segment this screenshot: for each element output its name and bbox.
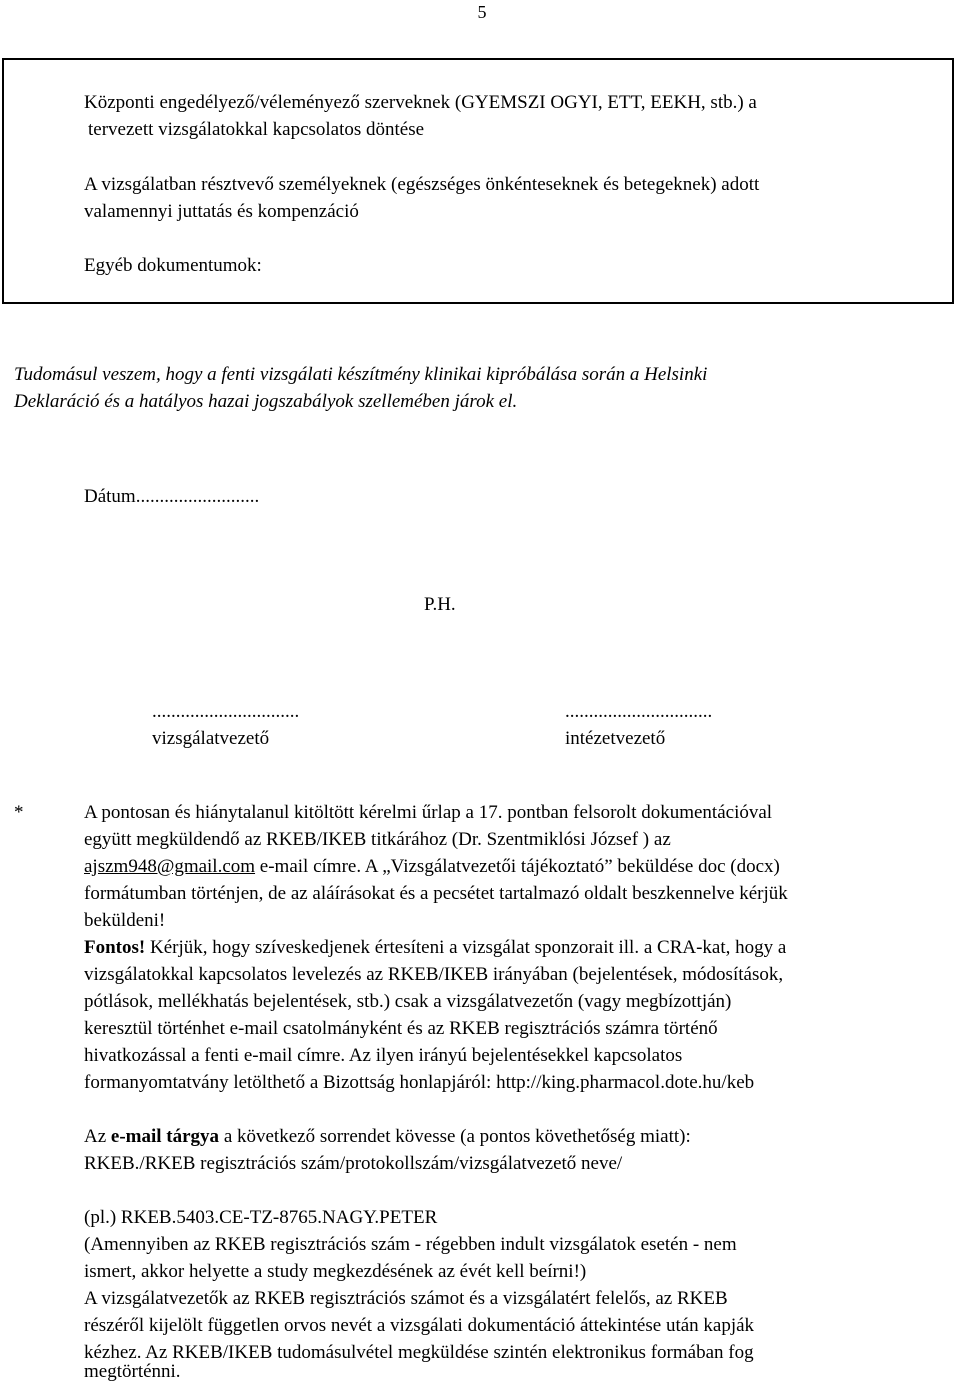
box-line-2: tervezett vizsgálatokkal kapcsolatos döntése: [88, 119, 425, 140]
signature-line-left: ...............................: [152, 701, 300, 722]
signature-label-left: vizsgálatvezető: [152, 728, 270, 749]
signature-line-right: ...............................: [565, 701, 713, 722]
important-label: Fontos!: [84, 937, 146, 958]
note-line-13: RKEB./RKEB regisztrációs szám/protokollszám/vizsgálatvezető neve/: [84, 1153, 623, 1174]
email-subject-label: e-mail tárgya: [110, 1126, 220, 1147]
box-line-1: Központi engedélyező/véleményező szerveknek (GYEMSZI OGYI, ETT, EEKH, stb.) a: [84, 92, 757, 113]
note-line-7: vizsgálatokkal kapcsolatos levelezés az RKEB/IKEB irányában (bejelentések, módosítások,: [84, 964, 784, 985]
note-line-19: kézhez. Az RKEB/IKEB tudomásulvétel megküldése szintén elektronikus formában fog: [84, 1342, 754, 1363]
note-line-18: részéről kijelölt független orvos nevét a vizsgálati dokumentáció áttekintése után kapják: [84, 1315, 755, 1336]
email-link[interactable]: ajszm948@gmail.com: [84, 856, 256, 877]
note-line-16: ismert, akkor helyette a study megkezdésének az évét kell beírni!): [84, 1261, 587, 1282]
note-line-3: ajszm948@gmail.com e-mail címre. A „Vizsgálatvezetői tájékoztató” beküldése doc (docx): [84, 856, 780, 877]
note-line-12: Az e-mail tárgya a következő sorrendet kövesse (a pontos követhetőség miatt):: [84, 1126, 691, 1147]
note-line-4: formátumban történjen, de az aláírásokat és a pecsétet tartalmazó oldalt beszkennelve kérjük: [84, 883, 788, 904]
page-number: 5: [477, 2, 487, 22]
note-line-20: megtörténni.: [84, 1361, 181, 1382]
note-line-17: A vizsgálatvezetők az RKEB regisztrációs számot és a vizsgálatért felelős, az RKEB: [84, 1288, 728, 1309]
footnote-star: *: [14, 802, 24, 823]
stamp-label: P.H.: [424, 594, 456, 615]
declaration-line-1: Tudomásul veszem, hogy a fenti vizsgálati készítmény klinikai kipróbálása során a Helsinki: [14, 364, 708, 385]
note-line-8: pótlások, mellékhatás bejelentések, stb.) csak a vizsgálatvezetőn (vagy megbízottján): [84, 991, 732, 1012]
note-line-1: A pontosan és hiánytalanul kitöltött kérelmi űrlap a 17. pontban felsorolt dokumentációval: [84, 802, 773, 823]
declaration-line-2: Deklaráció és a hatályos hazai jogszabályok szellemében járok el.: [14, 391, 518, 412]
date-field: Dátum..........................: [84, 486, 260, 507]
note-line-15: (Amennyiben az RKEB regisztrációs szám - régebben indult vizsgálatok esetén - nem: [84, 1234, 737, 1255]
note-line-11: formanyomtatvány letölthető a Bizottság honlapjáról: http://king.pharmacol.dote.hu/keb: [84, 1072, 755, 1093]
box-line-3: A vizsgálatban résztvevő személyeknek (egészséges önkénteseknek és betegeknek) adott: [84, 174, 760, 195]
note-line-9: keresztül történhet e-mail csatolmányként és az RKEB regisztrációs számra történő: [84, 1018, 718, 1039]
note-line-10: hivatkozással a fenti e-mail címre. Az ilyen irányú bejelentésekkel kapcsolatos: [84, 1045, 683, 1066]
note-line-14: (pl.) RKEB.5403.CE-TZ-8765.NAGY.PETER: [84, 1207, 438, 1228]
signature-label-right: intézetvezető: [565, 728, 666, 749]
box-line-5: Egyéb dokumentumok:: [84, 255, 262, 276]
box-line-4: valamennyi juttatás és kompenzáció: [84, 201, 359, 222]
note-line-5: beküldeni!: [84, 910, 166, 931]
note-line-6: Fontos! Kérjük, hogy szíveskedjenek értesíteni a vizsgálat sponzorait ill. a CRA-kat, hogy a: [84, 937, 787, 958]
note-line-2: együtt megküldendő az RKEB/IKEB titkárához (Dr. Szentmiklósi József ) az: [84, 829, 671, 850]
